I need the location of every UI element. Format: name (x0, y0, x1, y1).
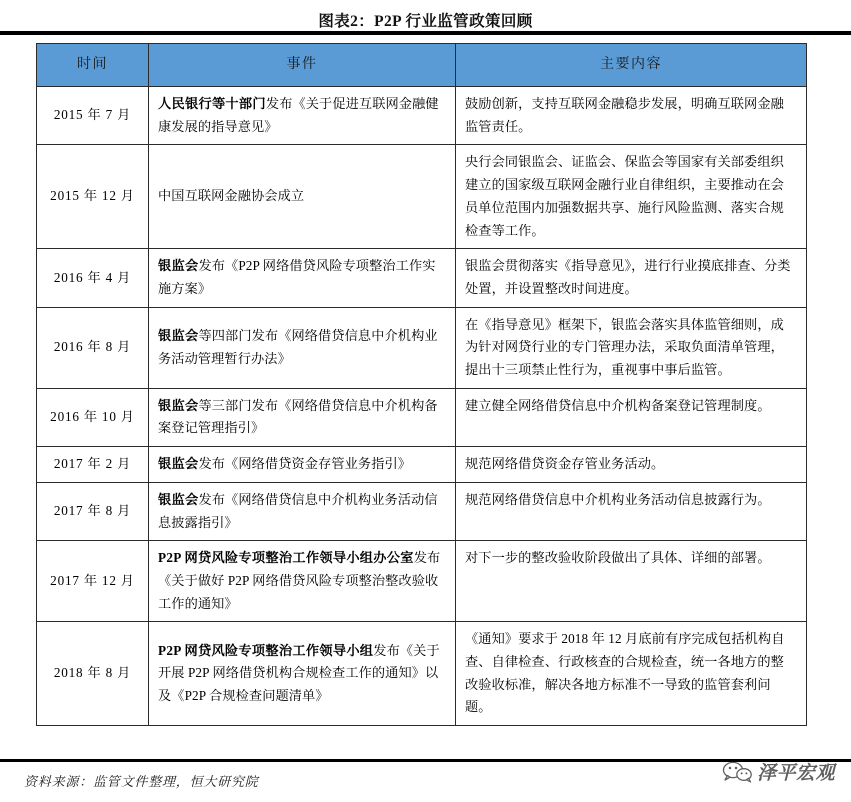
watermark (722, 758, 835, 785)
cell-event-org: P2P 网贷风险专项整治工作领导小组办公室 (158, 550, 414, 566)
cell-event-rest: 发布《关于开展 P2P 网络借贷机构合规检查工作的通知》以及《P2P 合规检查问题清单》 (158, 642, 440, 704)
table-row (37, 622, 807, 726)
column-header-time: 时间 (37, 44, 149, 87)
cell-time: 2017 年 8 月 (37, 482, 149, 540)
cell-event-org: 银监会 (158, 456, 199, 472)
cell-event-rest: 发布《关于做好 P2P 网络借贷风险专项整治整改验收工作的通知》 (158, 550, 441, 611)
cell-event (149, 447, 456, 483)
cell-event-org: P2P 网贷风险专项整治工作领导小组 (158, 642, 374, 658)
cell-event-rest: 等三部门发布《网络借贷信息中介机构备案登记管理指引》 (158, 397, 438, 436)
cell-event (149, 388, 456, 446)
cell-event-org: 银监会 (158, 397, 199, 413)
cell-event-org: 银监会 (158, 258, 199, 274)
page-title: 图表2：P2P 行业监管政策回顾 (318, 13, 533, 30)
cell-event (149, 249, 456, 307)
table-body (37, 87, 807, 726)
cell-event (149, 482, 456, 540)
cell-event-rest: 发布《网络借贷信息中介机构业务活动信息披露指引》 (158, 491, 438, 530)
top-rule-divider (0, 31, 851, 35)
table-row (37, 482, 807, 540)
table-row (37, 447, 807, 483)
cell-content: 在《指导意见》框架下，银监会落实具体监管细则，成为针对网贷行业的专门管理办法，采取负面清单管理，提出十三项禁止性行为，重视事中事后监管。 (456, 307, 807, 388)
wechat-logo-icon (722, 761, 752, 783)
cell-time: 2015 年 12 月 (37, 145, 149, 249)
table-row (37, 249, 807, 307)
cell-event (149, 541, 456, 622)
cell-event (149, 622, 456, 726)
cell-content: 银监会贯彻落实《指导意见》，进行行业摸底排查、分类处置，并设置整改时间进度。 (456, 249, 807, 307)
watermark-label: 泽平宏观 (756, 763, 835, 784)
table-row (37, 388, 807, 446)
policy-table-container (36, 43, 806, 726)
cell-event-org: 银监会 (158, 491, 199, 507)
cell-event (149, 87, 456, 145)
cell-time: 2018 年 8 月 (37, 622, 149, 726)
cell-event-org: 人民银行等十部门 (158, 96, 266, 111)
cell-content: 鼓励创新，支持互联网金融稳步发展，明确互联网金融监管责任。 (456, 87, 807, 145)
cell-time: 2016 年 4 月 (37, 249, 149, 307)
cell-content: 对下一步的整改验收阶段做出了具体、详细的部署。 (456, 541, 807, 622)
table-row (37, 87, 807, 145)
cell-time: 2017 年 12 月 (37, 541, 149, 622)
cell-event (149, 145, 456, 249)
cell-content: 规范网络借贷信息中介机构业务活动信息披露行为。 (456, 482, 807, 540)
cell-content: 建立健全网络借贷信息中介机构备案登记管理制度。 (456, 388, 807, 446)
column-header-event: 事件 (149, 44, 456, 87)
table-header-row (37, 44, 807, 87)
table-row (37, 145, 807, 249)
policy-review-table (36, 43, 807, 726)
cell-event-rest: 中国互联网金融协会成立 (158, 188, 305, 204)
cell-event-org: 银监会 (158, 327, 199, 343)
cell-time: 2016 年 10 月 (37, 388, 149, 446)
cell-event-rest: 发布《网络借贷资金存管业务指引》 (198, 456, 412, 472)
table-header (37, 44, 807, 87)
source-note: 资料来源：监管文件整理，恒大研究院 (24, 774, 259, 789)
cell-event-rest: 发布《关于促进互联网金融健康发展的指导意见》 (158, 96, 439, 134)
cell-time: 2017 年 2 月 (37, 447, 149, 483)
table-row (37, 307, 807, 388)
column-header-content: 主要内容 (456, 44, 807, 87)
cell-content: 央行会同银监会、证监会、保监会等国家有关部委组织建立的国家级互联网金融行业自律组织，主要推动在会员单位范围内加强数据共享、施行风险监测、落实合规检查等工作。 (456, 145, 807, 249)
cell-event (149, 307, 456, 388)
cell-content: 《通知》要求于 2018 年 12 月底前有序完成包括机构自查、自律检查、行政核查的合规检查，统一各地方的整改验收标准，解决各地方标准不一导致的监管套利问题。 (456, 622, 807, 726)
cell-time: 2015 年 7 月 (37, 87, 149, 145)
cell-event-rest: 发布《P2P 网络借贷风险专项整治工作实施方案》 (158, 258, 436, 296)
cell-content: 规范网络借贷资金存管业务活动。 (456, 447, 807, 483)
cell-time: 2016 年 8 月 (37, 307, 149, 388)
cell-event-rest: 等四部门发布《网络借贷信息中介机构业务活动管理暂行办法》 (158, 327, 438, 366)
table-row (37, 541, 807, 622)
